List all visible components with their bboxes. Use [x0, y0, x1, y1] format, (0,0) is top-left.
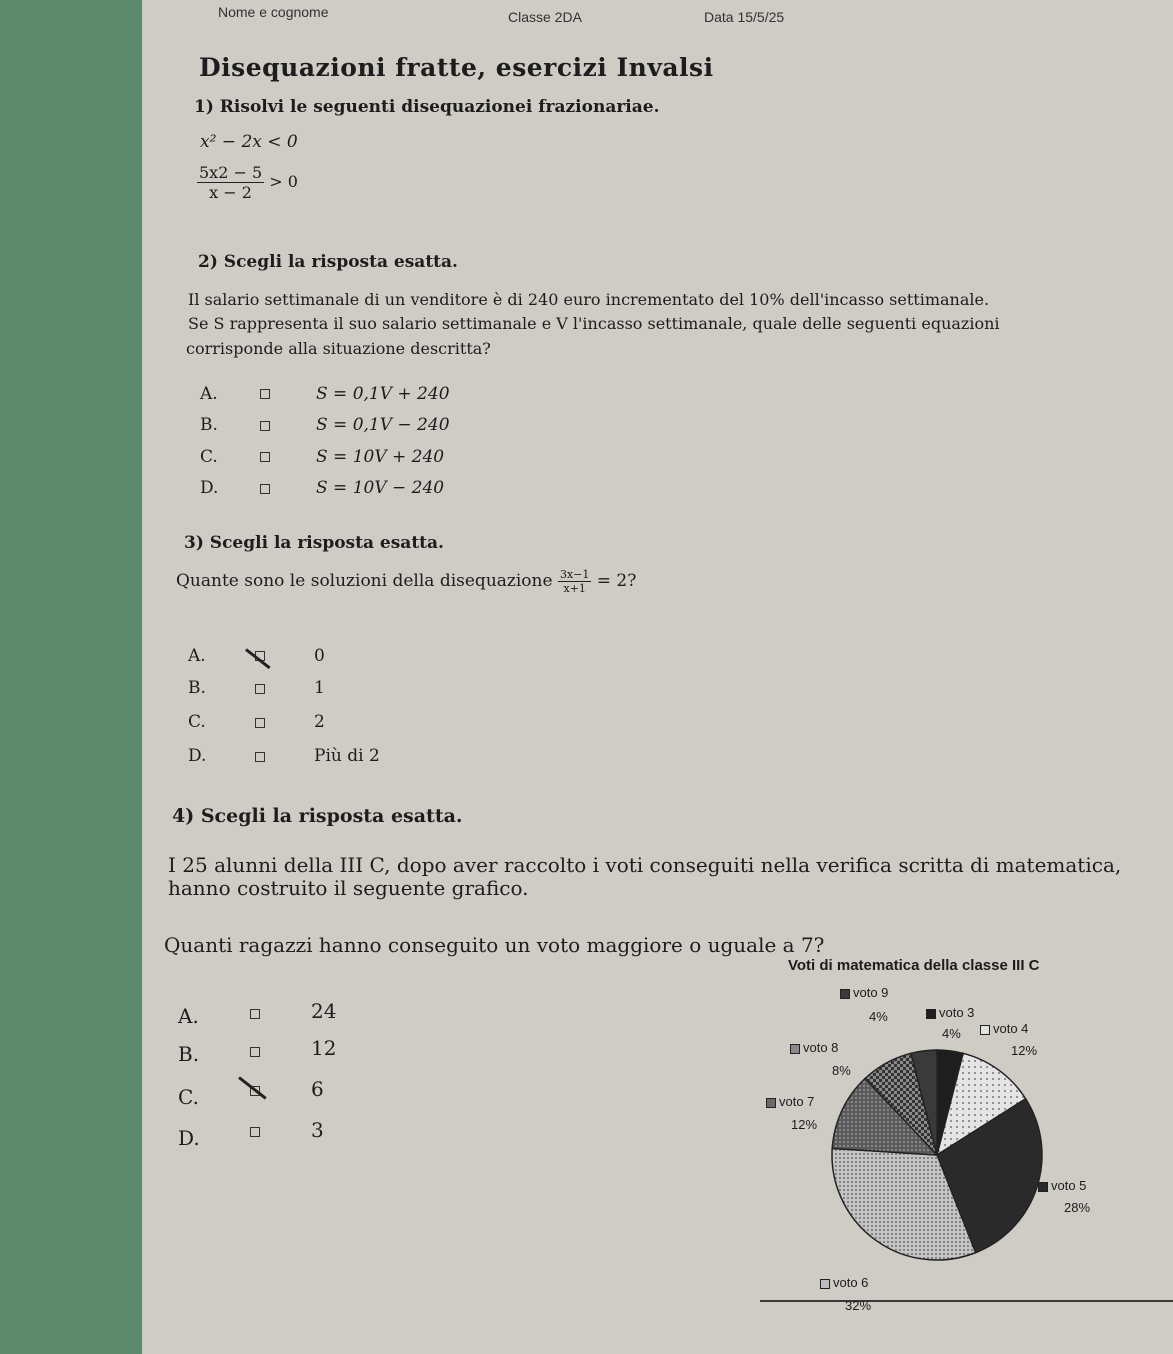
q4-option-value: 24: [311, 999, 337, 1023]
q2-text-line3: corrisponde alla situazione descritta?: [186, 339, 491, 358]
swatch-icon: [820, 1279, 830, 1289]
pct-voto-8: 8%: [832, 1063, 851, 1078]
q2-option-value: S = 10V + 240: [316, 447, 445, 467]
pct-voto-3: 4%: [942, 1026, 961, 1041]
q1-ineq2-numerator: 5x2 − 5: [199, 163, 263, 182]
label-voto-5: [1038, 1178, 1086, 1193]
q1-inequality-1: x² − 2x < 0: [200, 132, 298, 152]
q2-option-letter: A.: [200, 384, 218, 404]
q1-inequality-2: [197, 163, 298, 202]
q4-option-value: 12: [311, 1036, 337, 1060]
q4-heading: 4) Scegli la risposta esatta.: [172, 805, 463, 827]
q4-option-value: 6: [311, 1077, 324, 1101]
worksheet: [142, 0, 1173, 1354]
q3-option-value: Più di 2: [314, 746, 380, 766]
q4-question: Quanti ragazzi hanno conseguito un voto maggiore o uguale a 7?: [164, 933, 825, 957]
q3-option-letter: C.: [188, 712, 206, 732]
label-name: voto 6: [833, 1275, 869, 1290]
q3-option-c-checkbox[interactable]: [255, 718, 265, 728]
pct-voto-4: 12%: [1011, 1043, 1038, 1058]
label-voto-8: [790, 1040, 838, 1055]
q3-option-letter: A.: [188, 646, 206, 666]
q4-option-b-checkbox[interactable]: [250, 1047, 260, 1057]
label-voto-4: [980, 1021, 1028, 1036]
q4-option-letter: A.: [178, 1004, 199, 1028]
swatch-icon: [790, 1044, 800, 1054]
pie-chart: [762, 980, 1162, 1350]
q2-option-a-checkbox[interactable]: [260, 389, 270, 399]
q4-option-value: 3: [311, 1118, 324, 1142]
q2-option-letter: D.: [200, 478, 219, 498]
q2-text-line2: Se S rappresenta il suo salario settimanale e V l'incasso settimanale, quale delle seguenti equazioni: [188, 314, 1000, 333]
label-voto-3: [926, 1005, 974, 1020]
q3-option-value: 2: [314, 712, 325, 732]
q3-option-value: 1: [314, 678, 325, 698]
label-voto-9: [840, 985, 888, 1000]
date-label: Data 15/5/25: [704, 9, 785, 25]
q4-option-letter: B.: [178, 1042, 200, 1066]
q4-text-line2: hanno costruito il seguente grafico.: [168, 876, 529, 900]
q3-option-value: 0: [314, 646, 325, 666]
q3-option-b-checkbox[interactable]: [255, 684, 265, 694]
page-title: Disequazioni fratte, esercizi Invalsi: [199, 53, 714, 82]
q4-option-c-checkmark: [238, 1076, 267, 1099]
q3-option-letter: D.: [188, 746, 207, 766]
label-name: voto 7: [779, 1094, 815, 1109]
q2-option-letter: B.: [200, 415, 218, 435]
q3-frac-denominator: x+1: [563, 582, 586, 595]
q3-option-d-checkbox[interactable]: [255, 752, 265, 762]
swatch-icon: [766, 1098, 776, 1108]
q2-option-b-checkbox[interactable]: [260, 421, 270, 431]
q3-question-prefix: Quante sono le soluzioni della disequazione: [176, 571, 553, 591]
q2-option-d-checkbox[interactable]: [260, 484, 270, 494]
q3-frac-numerator: 3x−1: [559, 568, 590, 581]
q2-option-c-checkbox[interactable]: [260, 452, 270, 462]
q3-heading: 3) Scegli la risposta esatta.: [184, 533, 444, 553]
q3-question-suffix: = 2?: [596, 571, 637, 591]
q4-option-d-checkbox[interactable]: [250, 1127, 260, 1137]
q2-option-value: S = 0,1V − 240: [316, 415, 450, 435]
pct-voto-6: 32%: [845, 1298, 872, 1313]
q2-option-value: S = 0,1V + 240: [316, 384, 450, 404]
q4-option-a-checkbox[interactable]: [250, 1009, 260, 1019]
swatch-icon: [926, 1009, 936, 1019]
label-name: voto 4: [993, 1021, 1029, 1036]
chart-frame-bottom: [760, 1300, 1173, 1302]
q4-option-letter: D.: [178, 1126, 200, 1150]
q2-option-value: S = 10V − 240: [316, 478, 445, 498]
swatch-icon: [980, 1025, 990, 1035]
chart-title: Voti di matematica della classe III C: [788, 957, 1040, 974]
swatch-icon: [1038, 1182, 1048, 1192]
pct-voto-5: 28%: [1064, 1200, 1091, 1215]
q2-option-letter: C.: [200, 447, 218, 467]
label-name: voto 3: [939, 1005, 975, 1020]
q3-question: [176, 568, 636, 595]
pct-voto-9: 4%: [869, 1009, 888, 1024]
name-label: Nome e cognome: [218, 4, 329, 20]
swatch-icon: [840, 989, 850, 999]
label-voto-7: [766, 1094, 814, 1109]
q1-heading: 1) Risolvi le seguenti disequazionei frazionariae.: [194, 97, 660, 117]
label-name: voto 5: [1051, 1178, 1087, 1193]
q2-text-line1: Il salario settimanale di un venditore è di 240 euro incrementato del 10% dell'incasso settimanale.: [188, 290, 990, 309]
q2-heading: 2) Scegli la risposta esatta.: [198, 252, 458, 272]
q4-text-line1: I 25 alunni della III C, dopo aver raccolto i voti conseguiti nella verifica scritta di matematica,: [168, 853, 1122, 877]
class-label: Classe 2DA: [508, 9, 582, 25]
q4-option-letter: C.: [178, 1085, 199, 1109]
label-name: voto 9: [853, 985, 889, 1000]
label-voto-6: [820, 1275, 868, 1290]
q1-ineq2-denominator: x − 2: [209, 183, 252, 202]
q1-ineq2-rhs: > 0: [269, 172, 298, 191]
pct-voto-7: 12%: [791, 1117, 818, 1132]
label-name: voto 8: [803, 1040, 839, 1055]
q3-option-letter: B.: [188, 678, 206, 698]
